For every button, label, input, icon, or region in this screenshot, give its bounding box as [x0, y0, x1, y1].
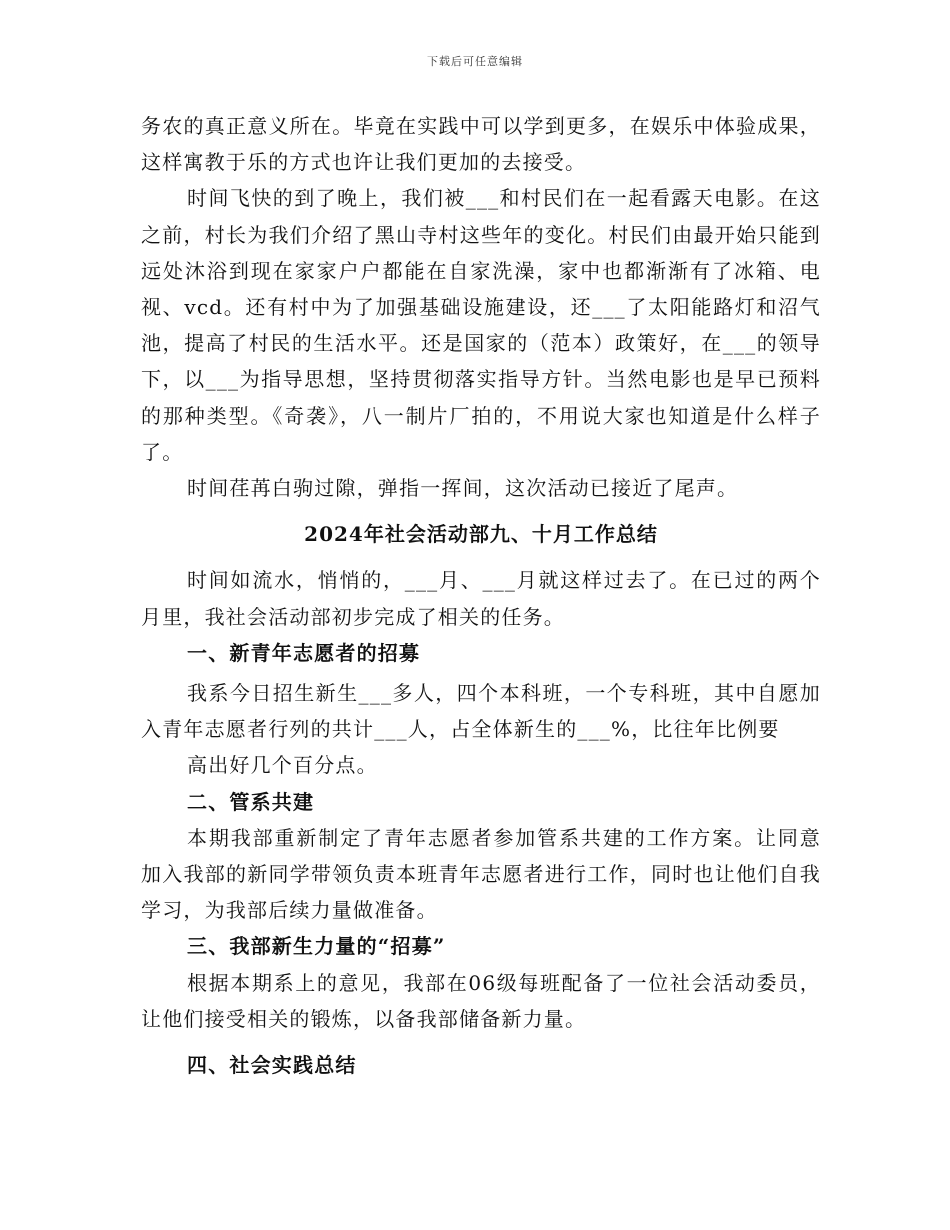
paragraph-2: 时间飞快的到了晚上，我们被___和村民们在一起看露天电影。在这之前，村长为我们介绍了黑山寺村这些年的变化。村民们由最开始只能到远处沐浴到现在家家户户都能在自家洗澡，家中也都渐渐有了冰箱、电视、vcd。还有村中为了加强基础设施建设，还___了太阳能路灯和沼气池，提高了村民的生活水平。还是国家的（范本）政策好，在___的领导下，以___为指导思想，坚持贯彻落实指导方针。当然电影也是早已预料的那种类型。《奇袭》，八一制片厂拍的，不用说大家也知道是什么样子了。	[141, 186, 821, 464]
paragraph-7: 根据本期系上的意见，我部在06级每班配备了一位社会活动委员，让他们接受相关的锻炼，以备我部储备新力量。	[141, 970, 821, 1031]
heading-1: 一、新青年志愿者的招募	[187, 640, 421, 665]
paragraph-5: 我系今日招生新生___多人，四个本科班，一个专科班，其中自愿加入青年志愿者行列的共计___人，占全体新生的___%，比往年比例要	[141, 681, 821, 742]
section-title: 2024年社会活动部九、十月工作总结	[304, 522, 658, 547]
heading-3: 三、我部新生力量的“招募”	[187, 934, 446, 959]
paragraph-4: 时间如流水，悄悄的，___月、___月就这样过去了。在已过的两个月里，我社会活动部初步完成了相关的任务。	[141, 568, 821, 629]
paragraph-5-continued: 高出好几个百分点。	[187, 753, 378, 778]
page-header: 下载后可任意编辑	[427, 55, 523, 68]
paragraph-6: 本期我部重新制定了青年志愿者参加管系共建的工作方案。让同意加入我部的新同学带领负责本班青年志愿者进行工作，同时也让他们自我学习，为我部后续力量做准备。	[141, 825, 821, 923]
paragraph-3: 时间荏苒白驹过隙，弹指一挥间，这次活动已接近了尾声。	[187, 476, 739, 501]
heading-4: 四、社会实践总结	[187, 1053, 357, 1078]
document-body	[141, 108, 821, 1083]
heading-2: 二、管系共建	[187, 789, 315, 814]
paragraph-1: 务农的真正意义所在。毕竟在实践中可以学到更多，在娱乐中体验成果，这样寓教于乐的方式也许让我们更加的去接受。	[141, 114, 821, 175]
